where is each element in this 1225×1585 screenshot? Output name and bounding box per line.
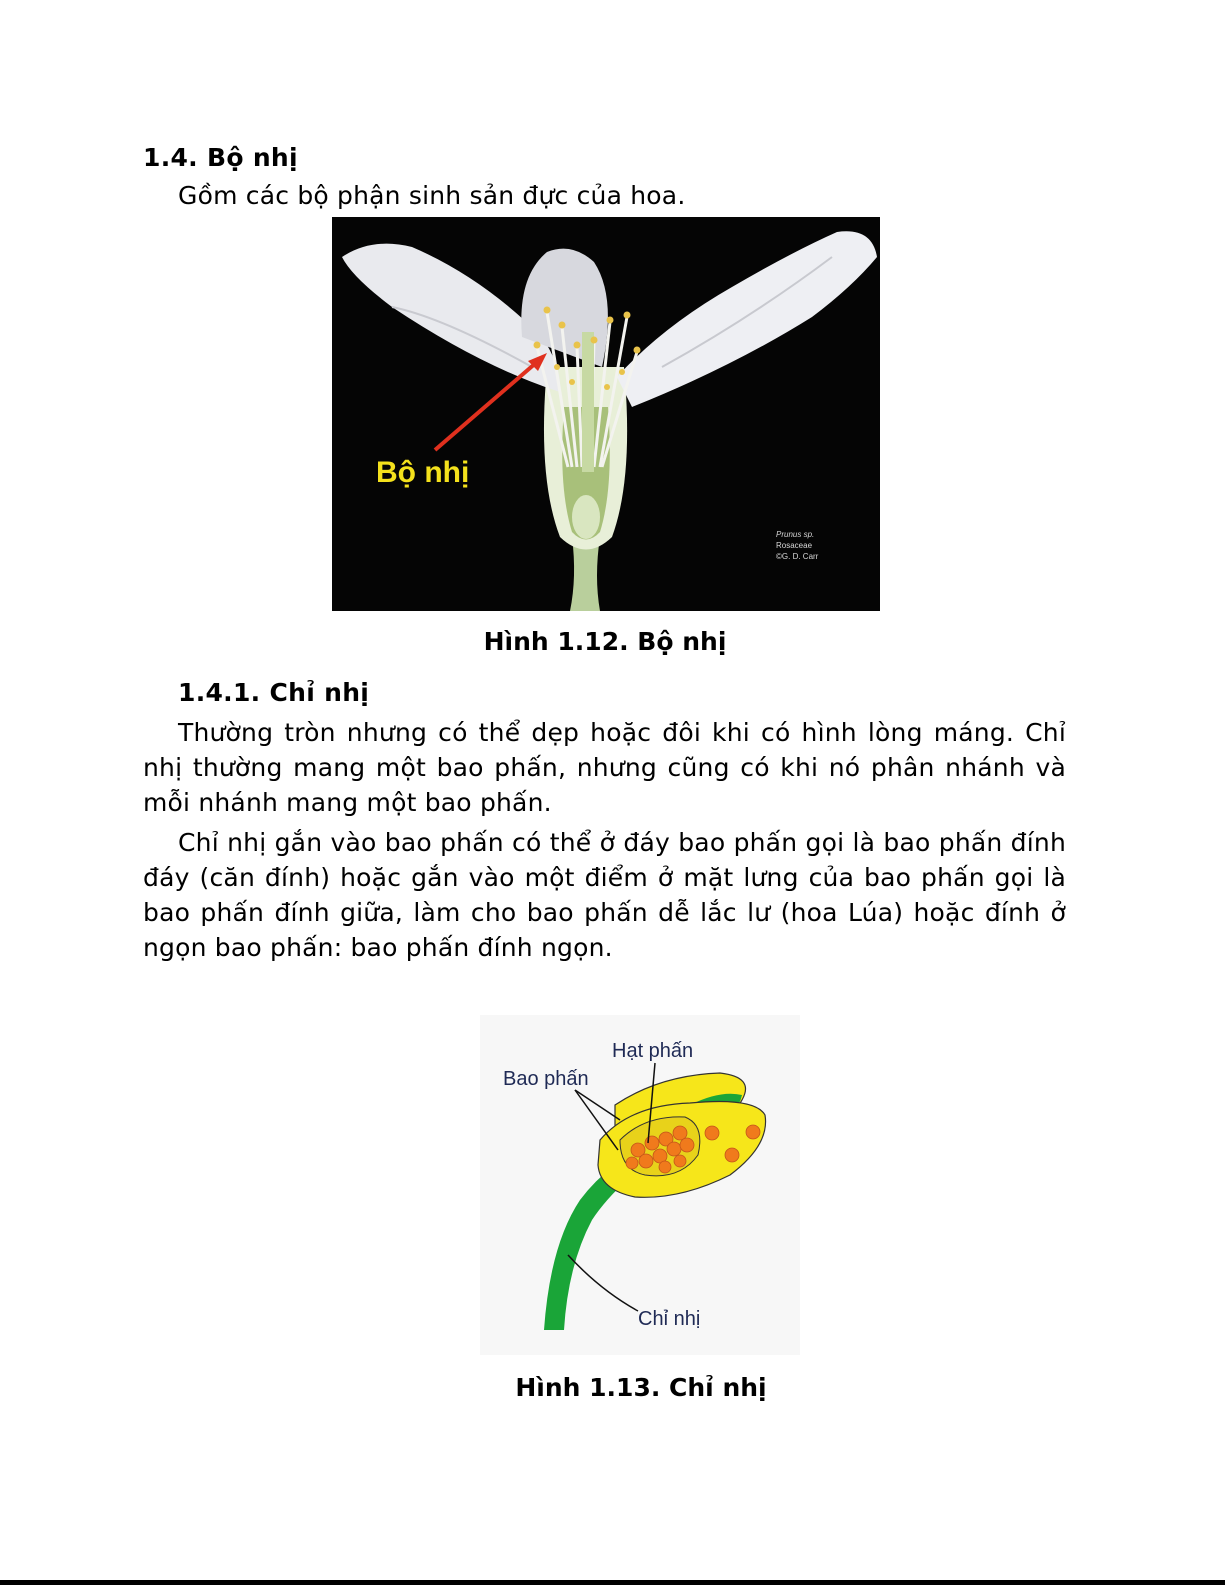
intro-text: Gồm các bộ phận sinh sản đực của hoa. [178, 181, 686, 210]
bottom-border [0, 1580, 1225, 1585]
photo-credit-author: ©G. D. Carr [776, 552, 819, 561]
pollen-grain-label: Hạt phấn [612, 1040, 694, 1062]
paragraph-filament-attachment: Chỉ nhị gắn vào bao phấn có thể ở đáy bao phấn gọi là bao phấn đính đáy (căn đính) hoặc gắn vào một điểm ở mặt lưng của bao phấn gọi là bao phấn đính giữa, làm cho bao phấn dễ lắc lư (hoa Lúa) hoặc đính ở ngọn bao phấn: bao phấn đính ngọn. [143, 828, 1066, 962]
section-heading: 1.4. Bộ nhị [143, 143, 298, 172]
stamen-photo-label: Bộ nhị [376, 456, 470, 489]
stamen-diagram [480, 1015, 800, 1355]
filament-label: Chỉ nhị [638, 1308, 701, 1330]
photo-credit-species: Prunus sp. [776, 530, 815, 539]
figure1-caption: Hình 1.12. Bộ nhị [483, 627, 727, 656]
flower-stamen-photo [332, 217, 880, 611]
photo-credit-family: Rosaceae [776, 541, 813, 550]
subsection-heading: 1.4.1. Chỉ nhị [178, 678, 370, 707]
paragraph-filament-shape: Thường tròn nhưng có thể dẹp hoặc đôi khi có hình lòng máng. Chỉ nhị thường mang một bao phấn, nhưng cũng có khi nó phân nhánh và mỗi nhánh mang một bao phấn. [143, 718, 1066, 817]
figure2-caption: Hình 1.13. Chỉ nhị [515, 1373, 767, 1402]
anther-label: Bao phấn [503, 1068, 589, 1090]
